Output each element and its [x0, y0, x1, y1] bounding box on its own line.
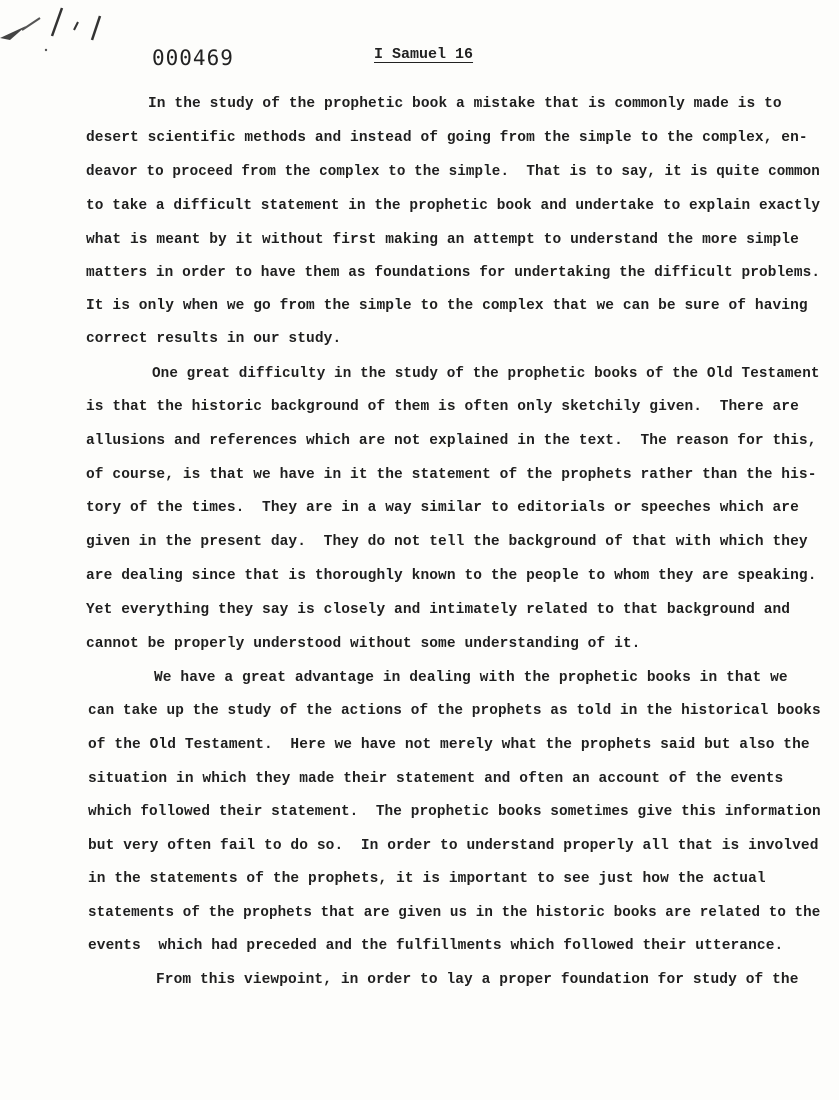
body-line: desert scientific methods and instead of going from the simple to the complex, en-: [86, 130, 808, 146]
body-line: which followed their statement. The prophetic books sometimes give this information: [88, 804, 821, 820]
body-line: given in the present day. They do not tell the background of that with which they: [86, 534, 808, 550]
document-number: 000469: [152, 46, 234, 70]
body-line: deavor to proceed from the complex to the simple. That is to say, it is quite common: [86, 164, 820, 180]
body-line: allusions and references which are not explained in the text. The reason for this,: [86, 433, 817, 449]
body-line: is that the historic background of them is often only sketchily given. There are: [86, 399, 799, 415]
body-line: to take a difficult statement in the prophetic book and undertake to explain exactly: [86, 198, 821, 214]
handwritten-corner-mark: [0, 0, 140, 60]
body-line: cannot be properly understood without some understanding of it.: [86, 636, 641, 652]
body-line: situation in which they made their statement and often an account of the events: [88, 771, 784, 787]
body-line: We have a great advantage in dealing with the prophetic books in that we: [154, 670, 788, 686]
body-line: One great difficulty in the study of the prophetic books of the Old Testament: [152, 366, 820, 382]
document-title: I Samuel 16: [374, 46, 474, 63]
body-line: events which had preceded and the fulfillments which followed their utterance.: [88, 938, 784, 954]
body-line: From this viewpoint, in order to lay a proper foundation for study of the: [156, 972, 799, 988]
body-line: Yet everything they say is closely and intimately related to that background and: [86, 602, 791, 618]
body-line: can take up the study of the actions of the prophets as told in the historical books: [88, 703, 821, 719]
body-line: statements of the prophets that are given us in the historic books are related to the: [88, 905, 821, 921]
body-line: tory of the times. They are in a way similar to editorials or speeches which are: [86, 500, 799, 516]
body-line: of the Old Testament. Here we have not merely what the prophets said but also the: [88, 737, 810, 753]
body-line: matters in order to have them as foundations for undertaking the difficult problems.: [86, 265, 821, 281]
body-line: but very often fail to do so. In order to understand properly all that is involved: [88, 838, 819, 854]
body-line: It is only when we go from the simple to the complex that we can be sure of having: [86, 298, 808, 314]
body-line: what is meant by it without first making an attempt to understand the more simple: [86, 232, 799, 248]
body-line: are dealing since that is thoroughly known to the people to whom they are speaking.: [86, 568, 817, 584]
body-line: of course, is that we have in it the statement of the prophets rather than the his-: [86, 467, 817, 483]
body-line: in the statements of the prophets, it is important to see just how the actual: [88, 871, 766, 887]
body-line: In the study of the prophetic book a mistake that is commonly made is to: [148, 96, 782, 112]
body-line: correct results in our study.: [86, 331, 342, 347]
